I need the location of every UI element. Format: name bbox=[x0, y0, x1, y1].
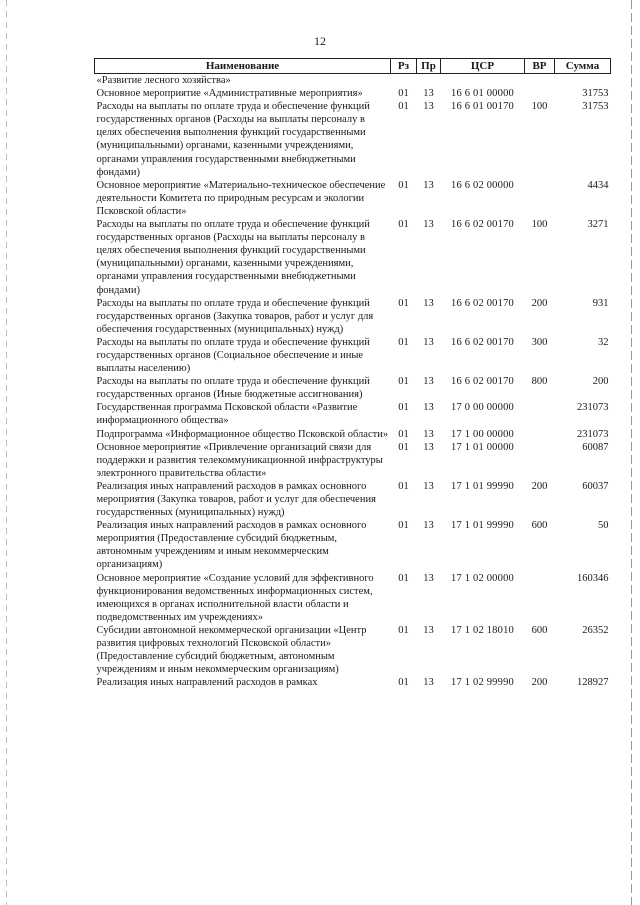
cell-sum: 160346 bbox=[577, 572, 609, 584]
cell-csr: 17 1 01 99990 bbox=[451, 520, 514, 532]
cell-sum: 60087 bbox=[582, 441, 609, 453]
cell-sum: 50 bbox=[598, 520, 609, 532]
table-row bbox=[95, 74, 611, 88]
header-vr: ВР bbox=[525, 59, 555, 74]
cell-name: Реализация иных направлений расходов в рамках основного мероприятия (Предоставление субсидий бюджетным, автономным учреждениям и иным некоммерческим организациям) bbox=[96, 520, 367, 571]
header-name: Наименование bbox=[95, 59, 391, 74]
cell-sum: 128927 bbox=[577, 677, 609, 689]
cell-sum: 26352 bbox=[582, 624, 609, 636]
cell-sum: 200 bbox=[592, 376, 609, 388]
cell-vr bbox=[525, 179, 555, 218]
cell-rz: 01 bbox=[398, 480, 409, 492]
cell-csr: 17 1 02 18010 bbox=[451, 624, 514, 636]
table-row bbox=[95, 572, 611, 624]
cell-pr: 13 bbox=[423, 88, 434, 100]
cell-csr: 16 6 01 00000 bbox=[451, 88, 514, 100]
cell-pr: 13 bbox=[423, 428, 434, 440]
cell-csr: 16 6 02 00170 bbox=[451, 336, 514, 348]
cell-vr bbox=[525, 87, 555, 100]
cell-csr: 16 6 02 00000 bbox=[451, 179, 514, 191]
cell-name: Основное мероприятие «Административные мероприятия» bbox=[96, 88, 363, 100]
cell-pr: 13 bbox=[423, 376, 434, 388]
table-row bbox=[95, 624, 611, 676]
cell-pr: 13 bbox=[423, 572, 434, 584]
cell-vr bbox=[525, 401, 555, 427]
cell-vr: 300 bbox=[531, 336, 548, 348]
scan-edge-left bbox=[6, 0, 7, 905]
cell-name: Расходы на выплаты по оплате труда и обеспечение функций государственных органов (Расходы на выплаты персоналу в целях обеспечения выполнения функций государственными (муниципальными) органами, казенными учреждениями, органами управления государственными внебюджетными фондами) bbox=[96, 101, 370, 178]
cell-vr bbox=[525, 428, 555, 441]
cell-name: Расходы на выплаты по оплате труда и обеспечение функций государственных органов (Закупка товаров, работ и услуг для обеспечения государственных (муниципальных) нужд) bbox=[96, 297, 374, 335]
cell-rz: 01 bbox=[398, 428, 409, 440]
cell-pr: 13 bbox=[423, 480, 434, 492]
cell-name: Основное мероприятие «Создание условий для эффективного функционирования ведомственных информационных систем, имеющихся в органах исполнительной власти области и подведомственных им учреждениях» bbox=[96, 572, 374, 623]
cell-csr: 16 6 02 00170 bbox=[451, 376, 514, 388]
table-row bbox=[95, 218, 611, 297]
cell-name: Расходы на выплаты по оплате труда и обеспечение функций государственных органов (Иные бюджетные ассигнования) bbox=[96, 376, 370, 401]
cell-name: Подпрограмма «Информационное общество Псковской области» bbox=[96, 428, 389, 440]
cell-rz: 01 bbox=[398, 336, 409, 348]
cell-pr: 13 bbox=[423, 624, 434, 636]
cell-csr: 17 0 00 00000 bbox=[451, 402, 514, 414]
cell-name: Государственная программа Псковской области «Развитие информационного общества» bbox=[96, 402, 358, 427]
cell-pr: 13 bbox=[423, 179, 434, 191]
scan-edge-right bbox=[631, 0, 632, 905]
cell-sum: 32 bbox=[598, 336, 609, 348]
cell-name: Субсидии автономной некоммерческой организации «Центр развития цифровых технологий Псковской области» (Предоставление субсидий бюджетным, автономным учреждениям и иным некоммерческим организациям) bbox=[96, 624, 367, 676]
cell-pr: 13 bbox=[423, 101, 434, 113]
table-row bbox=[95, 480, 611, 519]
cell-vr: 200 bbox=[531, 480, 548, 492]
table-row bbox=[95, 297, 611, 336]
cell-pr: 13 bbox=[423, 297, 434, 309]
cell-vr: 800 bbox=[531, 376, 548, 388]
table-header-row bbox=[95, 59, 611, 74]
budget-table bbox=[94, 58, 611, 689]
page-number: 12 bbox=[314, 34, 326, 48]
cell-rz: 01 bbox=[398, 376, 409, 388]
cell-csr: 17 1 02 00000 bbox=[451, 572, 514, 584]
cell-rz: 01 bbox=[398, 88, 409, 100]
cell-rz: 01 bbox=[398, 297, 409, 309]
cell-vr bbox=[525, 441, 555, 480]
table-row bbox=[95, 100, 611, 179]
header-csr: ЦСР bbox=[441, 59, 525, 74]
cell-rz: 01 bbox=[398, 101, 409, 113]
cell-rz: 01 bbox=[398, 520, 409, 532]
cell-name: «Развитие лесного хозяйства» bbox=[96, 75, 231, 86]
cell-csr: 16 6 02 00170 bbox=[451, 219, 514, 231]
cell-csr: 17 1 01 00000 bbox=[451, 441, 514, 453]
cell-vr: 100 bbox=[531, 219, 548, 231]
cell-rz: 01 bbox=[398, 219, 409, 231]
cell-csr: 16 6 02 00170 bbox=[451, 297, 514, 309]
table-row bbox=[95, 401, 611, 427]
cell-vr: 600 bbox=[531, 624, 548, 636]
cell-csr bbox=[441, 74, 525, 88]
cell-pr: 13 bbox=[423, 441, 434, 453]
cell-vr: 200 bbox=[531, 677, 548, 689]
cell-rz bbox=[391, 74, 417, 88]
cell-rz: 01 bbox=[398, 441, 409, 453]
cell-rz: 01 bbox=[398, 677, 409, 689]
cell-pr: 13 bbox=[423, 520, 434, 532]
cell-name: Основное мероприятие «Материально-техническое обеспечение деятельности Комитета по природным ресурсам и экологии Псковской области» bbox=[96, 179, 386, 217]
cell-vr: 600 bbox=[531, 520, 548, 532]
header-pr: Пр bbox=[417, 59, 441, 74]
cell-pr: 13 bbox=[423, 402, 434, 414]
table-row bbox=[95, 336, 611, 375]
table-row bbox=[95, 428, 611, 441]
cell-name: Расходы на выплаты по оплате труда и обеспечение функций государственных органов (Расходы на выплаты персоналу в целях обеспечения выполнения функций государственными (муниципальными) органами, казенными учреждениями, органами управления государственными внебюджетными фондами) bbox=[96, 219, 370, 296]
cell-sum: 31753 bbox=[582, 88, 609, 100]
cell-rz: 01 bbox=[398, 402, 409, 414]
cell-name: Реализация иных направлений расходов в рамках основного мероприятия (Закупка товаров, работ и услуг для обеспечения государственных (муниципальных) нужд) bbox=[96, 480, 376, 519]
table-row bbox=[95, 441, 611, 480]
cell-pr bbox=[417, 74, 441, 88]
cell-sum: 931 bbox=[592, 297, 609, 309]
cell-rz: 01 bbox=[398, 179, 409, 191]
cell-name: Основное мероприятие «Привлечение организаций связи для поддержки и развития телекоммуникационной инфраструктуры электронного правительства области» bbox=[96, 441, 383, 479]
table-row bbox=[95, 519, 611, 571]
cell-sum: 31753 bbox=[582, 101, 609, 113]
cell-vr bbox=[525, 74, 555, 88]
table-row bbox=[95, 179, 611, 218]
cell-csr: 17 1 00 00000 bbox=[451, 428, 514, 440]
cell-vr bbox=[525, 572, 555, 624]
cell-sum: 231073 bbox=[577, 428, 609, 440]
table-row bbox=[95, 87, 611, 100]
cell-pr: 13 bbox=[423, 336, 434, 348]
cell-pr: 13 bbox=[423, 219, 434, 231]
cell-rz: 01 bbox=[398, 624, 409, 636]
cell-name: Расходы на выплаты по оплате труда и обеспечение функций государственных органов (Социальное обеспечение и иные выплаты населению) bbox=[96, 336, 370, 375]
table-row bbox=[95, 375, 611, 401]
cell-vr: 100 bbox=[531, 101, 548, 113]
cell-csr: 16 6 01 00170 bbox=[451, 101, 514, 113]
cell-pr: 13 bbox=[423, 677, 434, 689]
header-rz: Рз bbox=[391, 59, 417, 74]
cell-sum: 231073 bbox=[577, 402, 609, 414]
cell-sum bbox=[555, 74, 611, 88]
cell-sum: 60037 bbox=[582, 480, 609, 492]
header-sum: Сумма bbox=[555, 59, 611, 74]
cell-csr: 17 1 02 99990 bbox=[451, 677, 514, 689]
cell-sum: 4434 bbox=[587, 179, 609, 191]
cell-rz: 01 bbox=[398, 572, 409, 584]
cell-csr: 17 1 01 99990 bbox=[451, 480, 514, 492]
table-row bbox=[95, 676, 611, 689]
cell-vr: 200 bbox=[531, 297, 548, 309]
cell-sum: 3271 bbox=[587, 219, 609, 231]
cell-name: Реализация иных направлений расходов в рамках bbox=[96, 677, 318, 689]
